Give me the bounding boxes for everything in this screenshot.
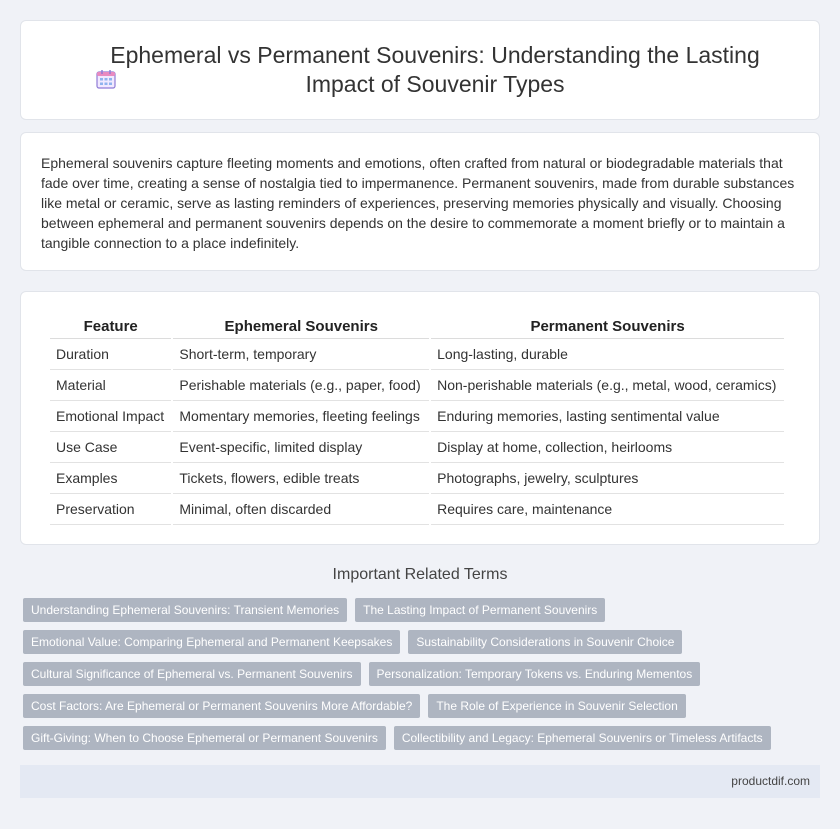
tag-row	[23, 598, 823, 622]
title-wrap	[50, 41, 790, 99]
tag-row	[23, 694, 823, 718]
header-feature: Feature	[50, 314, 171, 339]
cell-feature: Preservation	[50, 494, 171, 525]
related-term-link[interactable]: Gift-Giving: When to Choose Ephemeral or Permanent Souvenirs	[23, 726, 386, 750]
related-term-link[interactable]: Emotional Value: Comparing Ephemeral and Permanent Keepsakes	[23, 630, 400, 654]
table-header-row	[50, 314, 784, 339]
table-row	[50, 401, 784, 432]
cell-ephemeral: Short-term, temporary	[173, 339, 429, 370]
related-term-link[interactable]: Sustainability Considerations in Souvenir Choice	[408, 630, 682, 654]
related-term-link[interactable]: The Lasting Impact of Permanent Souvenirs	[355, 598, 605, 622]
footer	[20, 765, 820, 798]
tag-row	[23, 630, 823, 654]
table-row	[50, 432, 784, 463]
tag-row	[23, 726, 823, 750]
cell-permanent: Non-perishable materials (e.g., metal, wood, ceramics)	[431, 370, 784, 401]
cell-ephemeral: Event-specific, limited display	[173, 432, 429, 463]
cell-permanent: Requires care, maintenance	[431, 494, 784, 525]
cell-feature: Emotional Impact	[50, 401, 171, 432]
cell-feature: Examples	[50, 463, 171, 494]
table-row	[50, 339, 784, 370]
related-term-link[interactable]: Personalization: Temporary Tokens vs. Enduring Mementos	[369, 662, 701, 686]
related-term-link[interactable]: Collectibility and Legacy: Ephemeral Souvenirs or Timeless Artifacts	[394, 726, 771, 750]
intro-card	[20, 132, 820, 271]
title-card	[20, 20, 820, 120]
cell-permanent: Long-lasting, durable	[431, 339, 784, 370]
cell-ephemeral: Perishable materials (e.g., paper, food)	[173, 370, 429, 401]
calendar-icon	[94, 67, 118, 91]
table-row	[50, 463, 784, 494]
table-row	[50, 494, 784, 525]
tag-row	[23, 662, 823, 686]
cell-feature: Duration	[50, 339, 171, 370]
related-terms-list	[23, 598, 823, 758]
cell-ephemeral: Tickets, flowers, edible treats	[173, 463, 429, 494]
related-term-link[interactable]: The Role of Experience in Souvenir Selection	[428, 694, 685, 718]
cell-ephemeral: Momentary memories, fleeting feelings	[173, 401, 429, 432]
intro-paragraph: Ephemeral souvenirs capture fleeting moments and emotions, often crafted from natural or biodegradable materials that fade over time, creating a sense of nostalgia tied to impermanence. Permanent souvenirs, made from durable substances like metal or ceramic, serve as lasting reminders of experiences, preserving memories physically and visually. Choosing between ephemeral and permanent souvenirs depends on the desire to commemorate a moment briefly or to maintain a tangible connection to a place indefinitely.	[41, 155, 795, 251]
header-permanent: Permanent Souvenirs	[431, 314, 784, 339]
cell-feature: Material	[50, 370, 171, 401]
related-term-link[interactable]: Cost Factors: Are Ephemeral or Permanent Souvenirs More Affordable?	[23, 694, 420, 718]
related-terms-heading: Important Related Terms	[332, 566, 508, 583]
page-title: Ephemeral vs Permanent Souvenirs: Understanding the Lasting Impact of Souvenir Types	[110, 42, 760, 97]
related-term-link[interactable]: Understanding Ephemeral Souvenirs: Transient Memories	[23, 598, 347, 622]
cell-ephemeral: Minimal, often discarded	[173, 494, 429, 525]
header-ephemeral: Ephemeral Souvenirs	[173, 314, 429, 339]
cell-feature: Use Case	[50, 432, 171, 463]
cell-permanent: Photographs, jewelry, sculptures	[431, 463, 784, 494]
cell-permanent: Enduring memories, lasting sentimental value	[431, 401, 784, 432]
related-term-link[interactable]: Cultural Significance of Ephemeral vs. Permanent Souvenirs	[23, 662, 361, 686]
cell-permanent: Display at home, collection, heirlooms	[431, 432, 784, 463]
table-row	[50, 370, 784, 401]
comparison-table	[48, 314, 786, 525]
comparison-card	[20, 291, 820, 545]
footer-site-link[interactable]: productdif.com	[731, 774, 810, 788]
